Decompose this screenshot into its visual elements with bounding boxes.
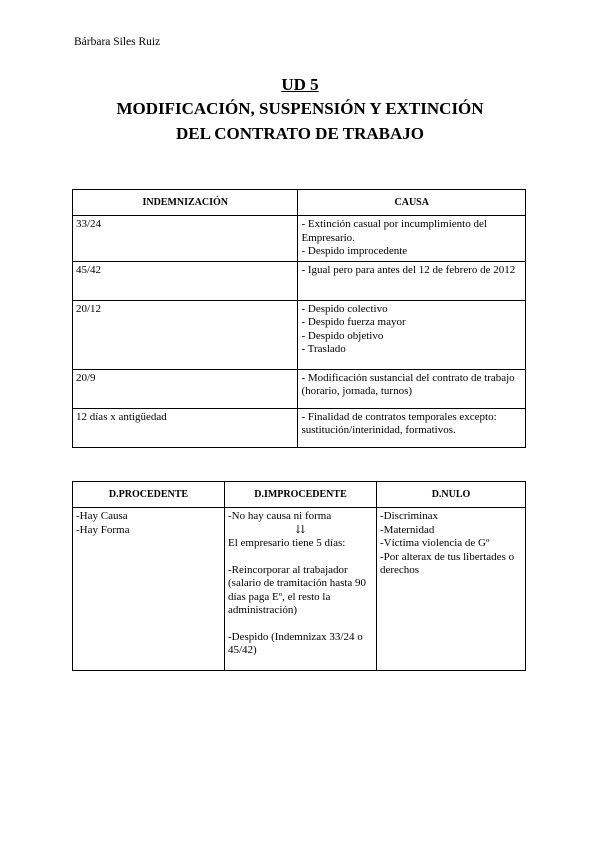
table-header-row: [73, 482, 526, 508]
author-name: Bárbara Siles Ruiz: [74, 36, 161, 48]
procedente-cell: [73, 508, 225, 671]
list-item: -Víctima violencia de Gº: [380, 537, 490, 549]
improcedente-line-1: -No hay causa ni forma: [228, 510, 332, 522]
double-down-arrow-icon: ⇊: [295, 523, 306, 536]
table-header-row: [73, 190, 526, 216]
improcedente-cell: [225, 508, 377, 671]
cause-cell: [298, 216, 526, 262]
table-row: [73, 216, 526, 262]
list-item: -Hay Forma: [76, 523, 130, 536]
table-row: [73, 508, 526, 671]
indemnization-table: [72, 189, 526, 448]
cause-cell: [298, 369, 526, 408]
header-causa: CAUSA: [298, 190, 526, 216]
title-line-1: MODIFICACIÓN, SUSPENSIÓN Y EXTINCIÓN: [116, 99, 484, 118]
cause-line: - Despido objetivo: [301, 329, 384, 342]
indemnization-cell: 20/12: [73, 300, 298, 369]
cause-line: - Despido fuerza mayor: [301, 316, 406, 328]
unit-heading: UD 5: [281, 75, 319, 94]
cause-cell: [298, 408, 526, 447]
nulo-cell: [377, 508, 526, 671]
list-item: -Por alterax de tus libertades o derechos: [380, 550, 515, 576]
improcedente-option-2: -Despido (Indemnizax 33/24 o 45/42): [228, 630, 363, 656]
cause-line: - Despido improcedente: [301, 245, 408, 257]
list-item: -Hay Causa: [76, 510, 128, 522]
table-row: [73, 261, 526, 300]
list-item: -Discriminax: [380, 510, 439, 522]
indemnization-cell: 12 días x antigüedad: [73, 408, 298, 447]
cause-line: - Modificación sustancial del contrato de trabajo (horario, jornada, turnos): [301, 371, 515, 397]
cause-line: - Traslado: [301, 343, 346, 355]
header-improcedente: D.IMPROCEDENTE: [225, 482, 377, 508]
cause-line: - Finalidad de contratos temporales excepto: sustitución/interinidad, formativos.: [301, 410, 497, 436]
document-title-block: [0, 74, 600, 146]
indemnization-cell: 20/9: [73, 369, 298, 408]
cause-cell: [298, 261, 526, 300]
header-nulo: D.NULO: [377, 482, 526, 508]
cause-cell: [298, 300, 526, 369]
dismissal-types-table: [72, 481, 526, 671]
table-row: [73, 300, 526, 369]
title-line-2: DEL CONTRATO DE TRABAJO: [176, 124, 424, 143]
list-item: -Maternidad: [380, 523, 435, 536]
improcedente-line-2: El empresario tiene 5 días:: [228, 537, 346, 549]
cause-line: - Igual pero para antes del 12 de febrero de 2012: [301, 263, 516, 276]
indemnization-cell: 33/24: [73, 216, 298, 262]
table-row: [73, 369, 526, 408]
cause-line: - Despido colectivo: [301, 302, 388, 315]
indemnization-cell: 45/42: [73, 261, 298, 300]
table-row: [73, 408, 526, 447]
improcedente-option-1: -Reincorporar al trabajador (salario de tramitación hasta 90 días paga Eº, el resto la administración): [228, 563, 367, 616]
header-indemnizacion: INDEMNIZACIÓN: [73, 190, 298, 216]
cause-line: - Extinción casual por incumplimiento del Empresario.: [301, 218, 487, 244]
header-procedente: D.PROCEDENTE: [73, 482, 225, 508]
